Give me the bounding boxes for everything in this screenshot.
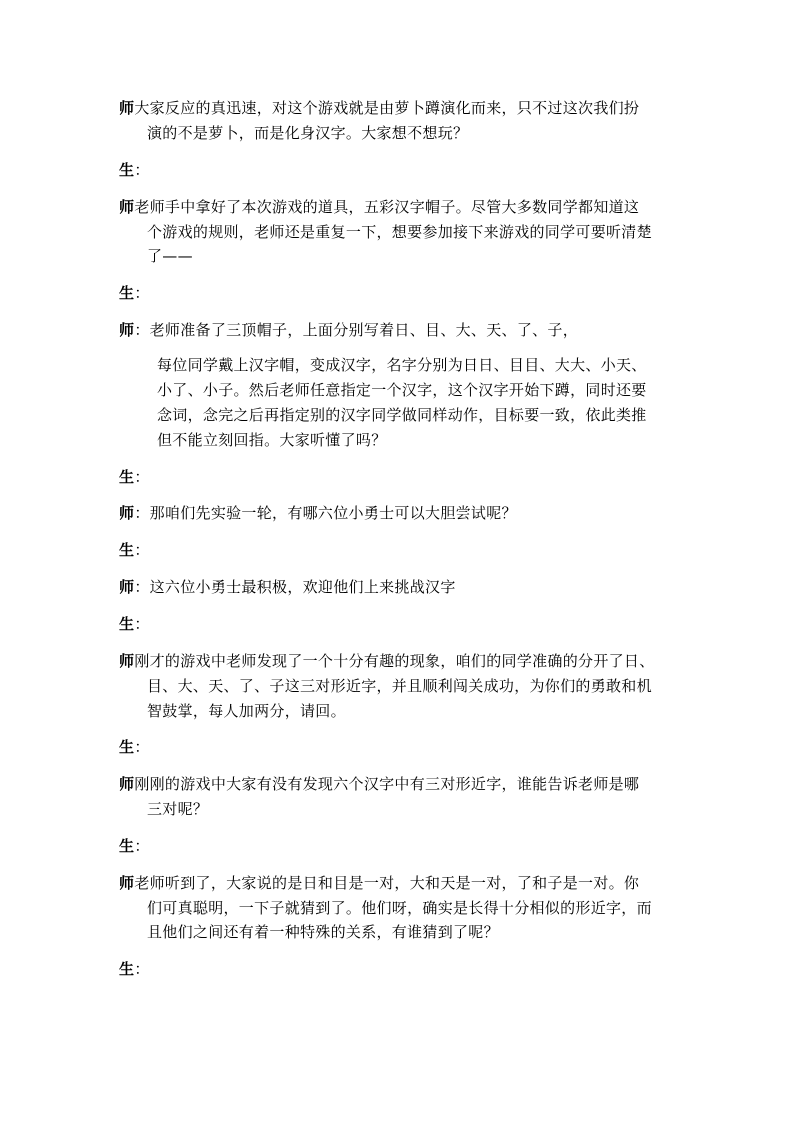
line-text: 个游戏的规则，老师还是重复一下，想要参加接下来游戏的同学可要听清楚: [147, 223, 652, 241]
speaker-separator: ：: [134, 284, 150, 302]
speaker-label: 生: [119, 960, 135, 978]
speaker-label: 师: [119, 198, 135, 216]
dialogue-line: [147, 898, 652, 918]
dialogue-line: [119, 467, 150, 487]
line-text: 老师手中拿好了本次游戏的道具，五彩汉字帽子。尽管大多数同学都知道这: [134, 198, 640, 216]
line-text: 演的不是萝卜，而是化身汉字。大家想不想玩？: [147, 124, 469, 142]
speaker-label: 生: [119, 837, 135, 855]
speaker-separator: ：: [134, 541, 150, 559]
speaker-label: 生: [119, 468, 135, 486]
speaker-separator: ：: [134, 468, 150, 486]
line-text: 智鼓掌，每人加两分，请回。: [147, 702, 346, 720]
line-text: 了——: [147, 247, 193, 265]
line-text: 每位同学戴上汉字帽，变成汉字，名字分别为日日、目目、大大、小天、: [157, 356, 647, 374]
line-text: 大家反应的真迅速，对这个游戏就是由萝卜蹲演化而来，只不过这次我们扮: [134, 99, 640, 117]
line-text: 但不能立刻回指。大家听懂了吗？: [157, 431, 387, 449]
line-text: 老师准备了三顶帽子，上面分别写着日、目、大、天、了、子，: [149, 321, 579, 339]
speaker-separator: ：: [134, 837, 150, 855]
dialogue-line: [119, 503, 517, 523]
speaker-separator: ：: [134, 738, 150, 756]
speaker-label: 师: [119, 652, 135, 670]
speaker-separator: ：: [134, 161, 150, 179]
speaker-separator: ：: [134, 960, 150, 978]
speaker-label: 师: [119, 321, 135, 339]
dialogue-line: [119, 283, 150, 303]
speaker-label: 师: [119, 775, 135, 793]
dialogue-line: [119, 160, 150, 180]
speaker-label: 师: [119, 99, 135, 117]
dialogue-line: [119, 737, 150, 757]
dialogue-line: [147, 123, 468, 143]
speaker-label: 生: [119, 284, 135, 302]
dialogue-line: [119, 614, 150, 634]
dialogue-line: [147, 222, 652, 242]
line-text: 目、大、天、了、子这三对形近字，并且顺利闯关成功，为你们的勇敢和机: [147, 677, 652, 695]
line-text: 小了、小子。然后老师任意指定一个汉字，这个汉字开始下蹲，同时还要: [157, 381, 647, 399]
dialogue-line: [157, 405, 647, 425]
line-text: 老师听到了，大家说的是日和目是一对，大和天是一对，了和子是一对。你: [134, 874, 640, 892]
speaker-separator: ：: [134, 615, 150, 633]
speaker-label: 生: [119, 161, 135, 179]
dialogue-line: [147, 799, 208, 819]
speaker-label: 师: [119, 874, 135, 892]
speaker-separator: ：: [134, 578, 150, 596]
dialogue-line: [119, 959, 150, 979]
speaker-separator: ：: [134, 321, 150, 339]
dialogue-line: [119, 540, 150, 560]
speaker-label: 生: [119, 541, 135, 559]
speaker-label: 师: [119, 504, 135, 522]
dialogue-line: [157, 380, 647, 400]
line-text: 三对呢？: [147, 800, 209, 818]
line-text: 刚刚的游戏中大家有没有发现六个汉字中有三对形近字，谁能告诉老师是哪: [134, 775, 640, 793]
dialogue-line: [119, 320, 578, 340]
line-text: 且他们之间还有着一种特殊的关系，有谁猜到了呢？: [147, 923, 499, 941]
dialogue-line: [119, 197, 639, 217]
dialogue-line: [157, 430, 387, 450]
dialogue-line: [119, 98, 639, 118]
speaker-label: 生: [119, 738, 135, 756]
dialogue-line: [119, 774, 639, 794]
dialogue-line: [147, 246, 193, 266]
line-text: 念词，念完之后再指定别的汉字同学做同样动作，目标要一致，依此类推: [157, 406, 647, 424]
dialogue-line: [147, 701, 346, 721]
dialogue-line: [119, 836, 150, 856]
line-text: 这六位小勇士最积极，欢迎他们上来挑战汉字: [149, 578, 456, 596]
line-text: 们可真聪明，一下子就猜到了。他们呀，确实是长得十分相似的形近字，而: [147, 899, 652, 917]
dialogue-line: [147, 922, 499, 942]
speaker-separator: ：: [134, 504, 150, 522]
line-text: 刚才的游戏中老师发现了一个十分有趣的现象，咱们的同学准确的分开了日、: [134, 652, 655, 670]
line-text: 那咱们先实验一轮，有哪六位小勇士可以大胆尝试呢？: [149, 504, 517, 522]
dialogue-line: [147, 676, 652, 696]
speaker-label: 生: [119, 615, 135, 633]
dialogue-line: [119, 651, 655, 671]
dialogue-line: [157, 355, 647, 375]
speaker-label: 师: [119, 578, 135, 596]
dialogue-line: [119, 873, 639, 893]
dialogue-line: [119, 577, 456, 597]
